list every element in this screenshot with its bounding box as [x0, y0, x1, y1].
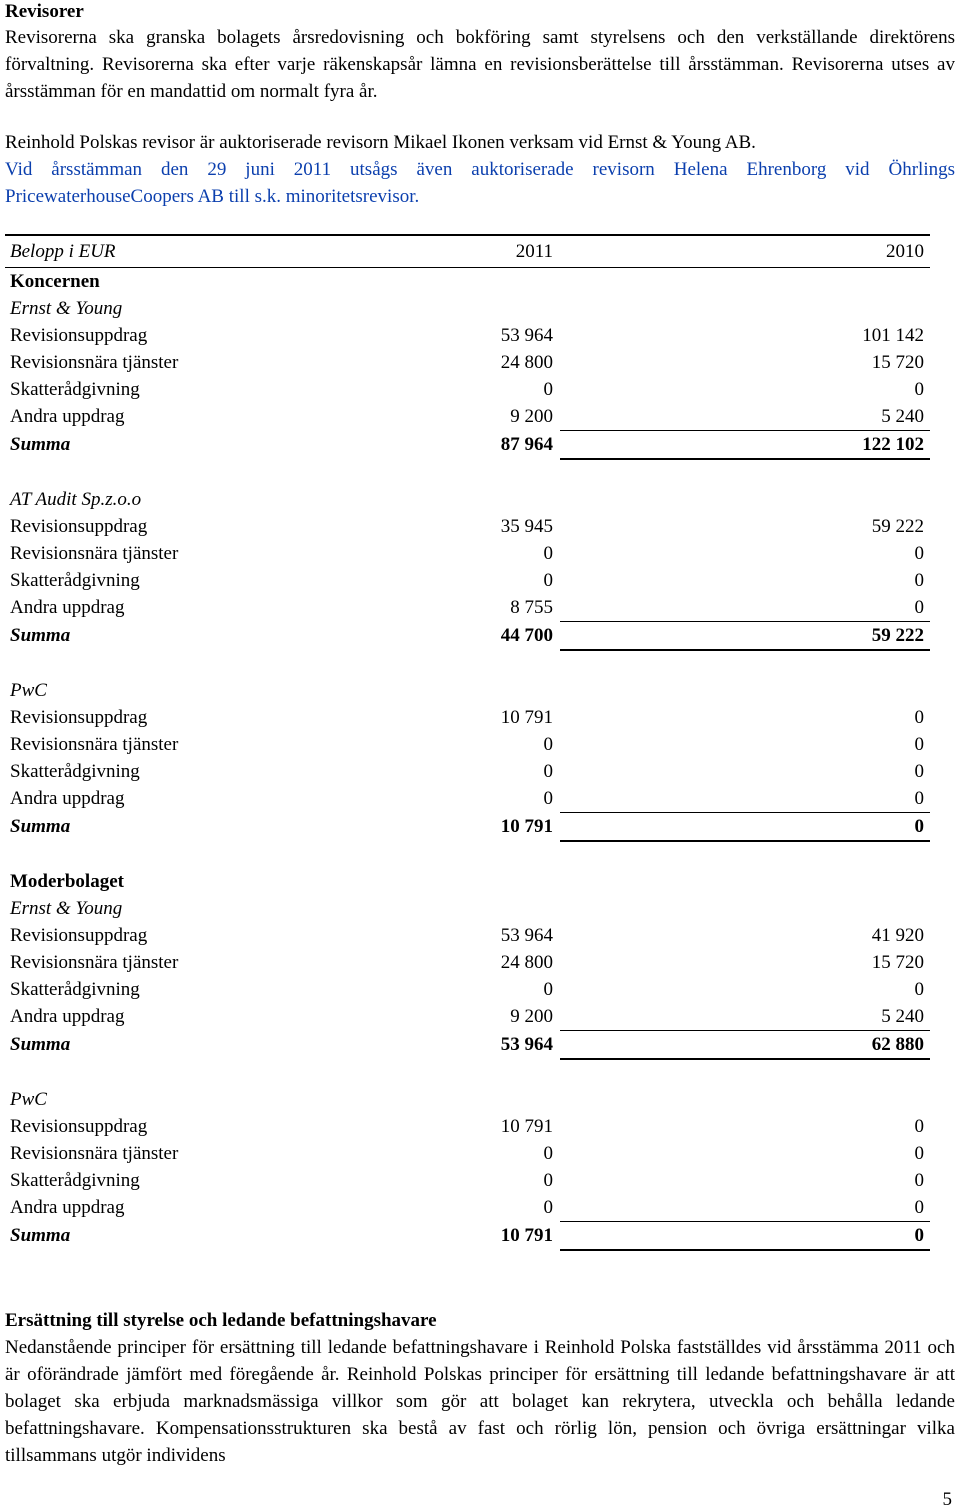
value-2011: 53 964	[500, 924, 553, 946]
section-title	[5, 868, 930, 895]
row-label: Revisionsuppdrag	[10, 324, 148, 346]
value-2011: 0	[543, 569, 553, 591]
value-2010: 41 920	[871, 924, 924, 946]
table-row	[5, 1140, 930, 1167]
value-2010: 0	[914, 596, 924, 618]
table-row	[5, 1167, 930, 1194]
table-row	[5, 322, 930, 349]
row-label: Revisionsnära tjänster	[10, 733, 179, 755]
value-2011: 53 964	[500, 324, 553, 346]
row-label: Revisionsnära tjänster	[10, 351, 179, 373]
compensation-heading: Ersättning till styrelse och ledande befattningshavare	[5, 1310, 437, 1331]
value-2011: 0	[543, 1169, 553, 1191]
table-row	[5, 1194, 930, 1221]
table-row	[5, 567, 930, 594]
page-number: 5	[942, 1489, 952, 1510]
row-label: Andra uppdrag	[10, 1005, 125, 1027]
sum-2011: 10 791	[500, 1225, 553, 1246]
sum-2011: 87 964	[500, 434, 553, 455]
spacer	[5, 1060, 930, 1086]
value-2010: 0	[914, 760, 924, 782]
section-title	[5, 268, 930, 295]
value-2011: 9 200	[510, 405, 553, 427]
sum-label: Summa	[10, 1225, 71, 1246]
value-2010: 0	[914, 787, 924, 809]
value-2010: 0	[914, 1115, 924, 1137]
value-2011: 24 800	[500, 351, 553, 373]
value-2011: 9 200	[510, 1005, 553, 1027]
sum-2010: 0	[914, 816, 924, 837]
sum-2011: 53 964	[500, 1034, 553, 1055]
table-row	[5, 704, 930, 731]
value-2011: 0	[543, 760, 553, 782]
table-row	[5, 513, 930, 540]
value-2011: 24 800	[500, 951, 553, 973]
spacer	[5, 651, 930, 677]
value-2011: 0	[543, 1196, 553, 1218]
sum-2010: 62 880	[871, 1034, 924, 1055]
sum-label: Summa	[10, 816, 71, 837]
value-2010: 101 142	[862, 324, 924, 346]
sum-2010: 0	[914, 1225, 924, 1246]
row-label: Revisionsnära tjänster	[10, 542, 179, 564]
value-2011: 0	[543, 978, 553, 1000]
row-label: Revisionsnära tjänster	[10, 1142, 179, 1164]
table-row	[5, 594, 930, 621]
value-2010: 0	[914, 1196, 924, 1218]
value-2010: 0	[914, 569, 924, 591]
auditor-title	[5, 895, 930, 922]
value-2010: 0	[914, 378, 924, 400]
revisorer-paragraph-3: Vid årsstämman den 29 juni 2011 utsågs även auktoriserade revisorn Helena Ehrenborg vid Öhrlings PricewaterhouseCoopers AB till s.k. minoritetsrevisor.	[5, 159, 955, 207]
row-label: Skatterådgivning	[10, 978, 140, 1000]
spacer	[5, 460, 930, 486]
revisorer-paragraph-1: Revisorerna ska granska bolagets årsredovisning och bokföring samt styrelsens och den verkställande direktörens förvaltning. Revisorerna ska efter varje räkenskapsår lämna en revisionsberättelse till årsstämman. Revisorerna utses av årsstämman för en mandattid om normalt fyra år.	[5, 27, 955, 102]
revisorer-paragraph-2: Reinhold Polskas revisor är auktoriserade revisorn Mikael Ikonen verksam vid Ernst & Young AB.	[5, 132, 756, 153]
auditor-title	[5, 677, 930, 704]
sum-2011: 10 791	[500, 816, 553, 837]
row-label: Revisionsuppdrag	[10, 1115, 148, 1137]
row-label: Andra uppdrag	[10, 787, 125, 809]
table-row	[5, 540, 930, 567]
header-year-2011: 2011	[515, 240, 553, 262]
sum-row	[5, 1221, 930, 1251]
table-row	[5, 922, 930, 949]
compensation-text: Nedanstående principer för ersättning till ledande befattningshavare i Reinhold Polska fastställdes vid årsstämma 2011 och är oförändrade jämfört med föregående år. Reinhold Polskas principer för ersättning till ledande befattningshavare är att bolaget ska erbjuda marknadsmässiga villkor som gör att bolaget kan rekrytera, utveckla och behålla ledande befattningshavare. Kompensationsstrukturen ska bestå av fast och rörlig lön, pension och övriga ersättningar vilka tillsammans utgör individens	[5, 1337, 955, 1466]
header-year-2010: 2010	[886, 240, 924, 262]
value-2011: 0	[543, 378, 553, 400]
auditor-title	[5, 295, 930, 322]
auditor-label: Ernst & Young	[10, 897, 123, 919]
row-label: Skatterådgivning	[10, 760, 140, 782]
table-row	[5, 949, 930, 976]
section-label: Moderbolaget	[10, 870, 124, 892]
value-2011: 0	[543, 1142, 553, 1164]
value-2010: 15 720	[871, 351, 924, 373]
table-row	[5, 731, 930, 758]
auditor-label: Ernst & Young	[10, 297, 123, 319]
table-row	[5, 785, 930, 812]
section-label: Koncernen	[10, 270, 100, 292]
table-row	[5, 758, 930, 785]
value-2011: 0	[543, 787, 553, 809]
value-2010: 5 240	[881, 1005, 924, 1027]
sum-label: Summa	[10, 1034, 71, 1055]
row-label: Andra uppdrag	[10, 1196, 125, 1218]
value-2010: 0	[914, 1169, 924, 1191]
table-row	[5, 976, 930, 1003]
value-2011: 10 791	[500, 706, 553, 728]
value-2010: 5 240	[881, 405, 924, 427]
compensation-section	[5, 1308, 955, 1469]
value-2010: 0	[914, 706, 924, 728]
value-2010: 0	[914, 542, 924, 564]
row-label: Andra uppdrag	[10, 405, 125, 427]
auditor-label: PwC	[10, 1088, 47, 1110]
auditor-title	[5, 1086, 930, 1113]
value-2010: 59 222	[871, 515, 924, 537]
table-body	[5, 268, 930, 1251]
value-2011: 0	[543, 542, 553, 564]
auditor-label: PwC	[10, 679, 47, 701]
table-row	[5, 349, 930, 376]
sum-label: Summa	[10, 625, 71, 646]
row-label: Andra uppdrag	[10, 596, 125, 618]
sum-2010: 122 102	[862, 434, 924, 455]
row-label: Revisionsnära tjänster	[10, 951, 179, 973]
value-2010: 0	[914, 1142, 924, 1164]
row-label: Revisionsuppdrag	[10, 706, 148, 728]
auditor-label: AT Audit Sp.z.o.o	[10, 488, 142, 510]
revisorer-section	[5, 0, 955, 210]
sum-label: Summa	[10, 434, 71, 455]
table-row	[5, 1113, 930, 1140]
value-2010: 0	[914, 733, 924, 755]
value-2011: 35 945	[500, 515, 553, 537]
sum-2010: 59 222	[871, 625, 924, 646]
table-header	[5, 234, 930, 268]
value-2011: 8 755	[510, 596, 553, 618]
row-label: Revisionsuppdrag	[10, 515, 148, 537]
row-label: Skatterådgivning	[10, 378, 140, 400]
table-row	[5, 376, 930, 403]
sum-row	[5, 621, 930, 651]
header-label: Belopp i EUR	[10, 240, 116, 262]
table-row	[5, 1003, 930, 1030]
table-row	[5, 403, 930, 430]
audit-fees-table	[5, 234, 930, 1251]
row-label: Skatterådgivning	[10, 569, 140, 591]
sum-row	[5, 430, 930, 460]
sum-row	[5, 1030, 930, 1060]
sum-2011: 44 700	[500, 625, 553, 646]
row-label: Revisionsuppdrag	[10, 924, 148, 946]
auditor-title	[5, 486, 930, 513]
spacer	[5, 842, 930, 868]
value-2011: 0	[543, 733, 553, 755]
row-label: Skatterådgivning	[10, 1169, 140, 1191]
value-2010: 0	[914, 978, 924, 1000]
revisorer-heading: Revisorer	[5, 1, 84, 22]
value-2011: 10 791	[500, 1115, 553, 1137]
sum-row	[5, 812, 930, 842]
value-2010: 15 720	[871, 951, 924, 973]
